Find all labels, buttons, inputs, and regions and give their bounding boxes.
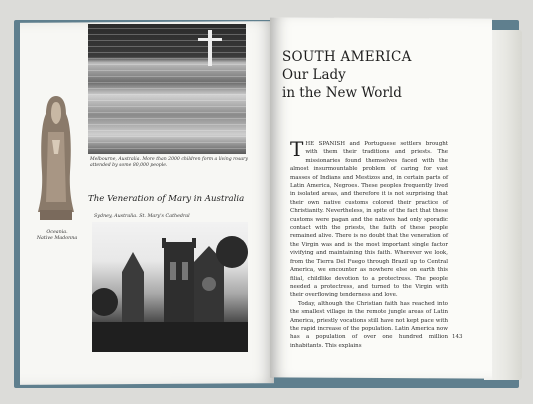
chapter-title xyxy=(282,48,442,102)
drop-cap: T xyxy=(290,137,304,161)
page-number: 143 xyxy=(452,334,463,340)
caption-cathedral: Sydney, Australia. St. Mary's Cathedral xyxy=(94,214,190,219)
photo-living-rosary xyxy=(88,24,246,154)
caption-statue-line1: Oceania. xyxy=(46,230,68,235)
section-heading-veneration: The Veneration of Mary in Australia xyxy=(88,194,245,204)
caption-statue-line2: Native Madonna xyxy=(36,236,78,241)
title-line-new-world: in the New World xyxy=(282,85,402,101)
chapter-body-text xyxy=(290,137,448,350)
cross-bar xyxy=(198,38,222,41)
madonna-statue-illustration xyxy=(34,92,78,224)
paragraph-2 xyxy=(290,300,448,350)
title-line-south-america: SOUTH AMERICA xyxy=(282,49,412,65)
caption-statue xyxy=(30,230,84,242)
paragraph-2-text: Today, although the Christian faith has reached into the smallest village in the remote jungle areas of Latin America, priestly vocations still have not kept pace with the rapid increase of the population. Latin America now has a population of over one hundred million inhabitants. This explains xyxy=(290,300,448,349)
cross-shape xyxy=(208,30,212,66)
title-line-our-lady: Our Lady xyxy=(282,67,346,83)
paragraph-1 xyxy=(290,137,448,300)
caption-living-rosary: Melbourne, Australia. More than 2000 children form a living rosary attended by some 80,000 people. xyxy=(90,157,248,168)
paragraph-1-text: HE SPANISH and Portuguese settlers brought with them their traditions and priests. The missionaries found themselves faced with the almost insurmountable problem of caring for vast masses of Indians and Mestizos and, in certain parts of Latin America, Negroes. These peoples frequently lived in isolated areas, and therefore it is not surprising that their own native customs colored their practice of Christianity. Nevertheless, in spite of the fact that these customs were pagan and the natives had only sporadic contact with the priests, the faith of these people remained alive. There is no doubt that the veneration of the Virgin was and is the most important single factor vivifying and maintaining this faith. Wherever we look, from the Tierra Del Fuego through Brazil up to Central America, we encounter as nowhere else on earth this filial, childlike devotion to a protectress. The people needed a protectress, and turned to the Virgin with their overflowing tenderness and love. xyxy=(290,141,448,299)
cathedral-silhouette xyxy=(92,222,248,352)
photo-st-marys-cathedral xyxy=(92,222,248,352)
